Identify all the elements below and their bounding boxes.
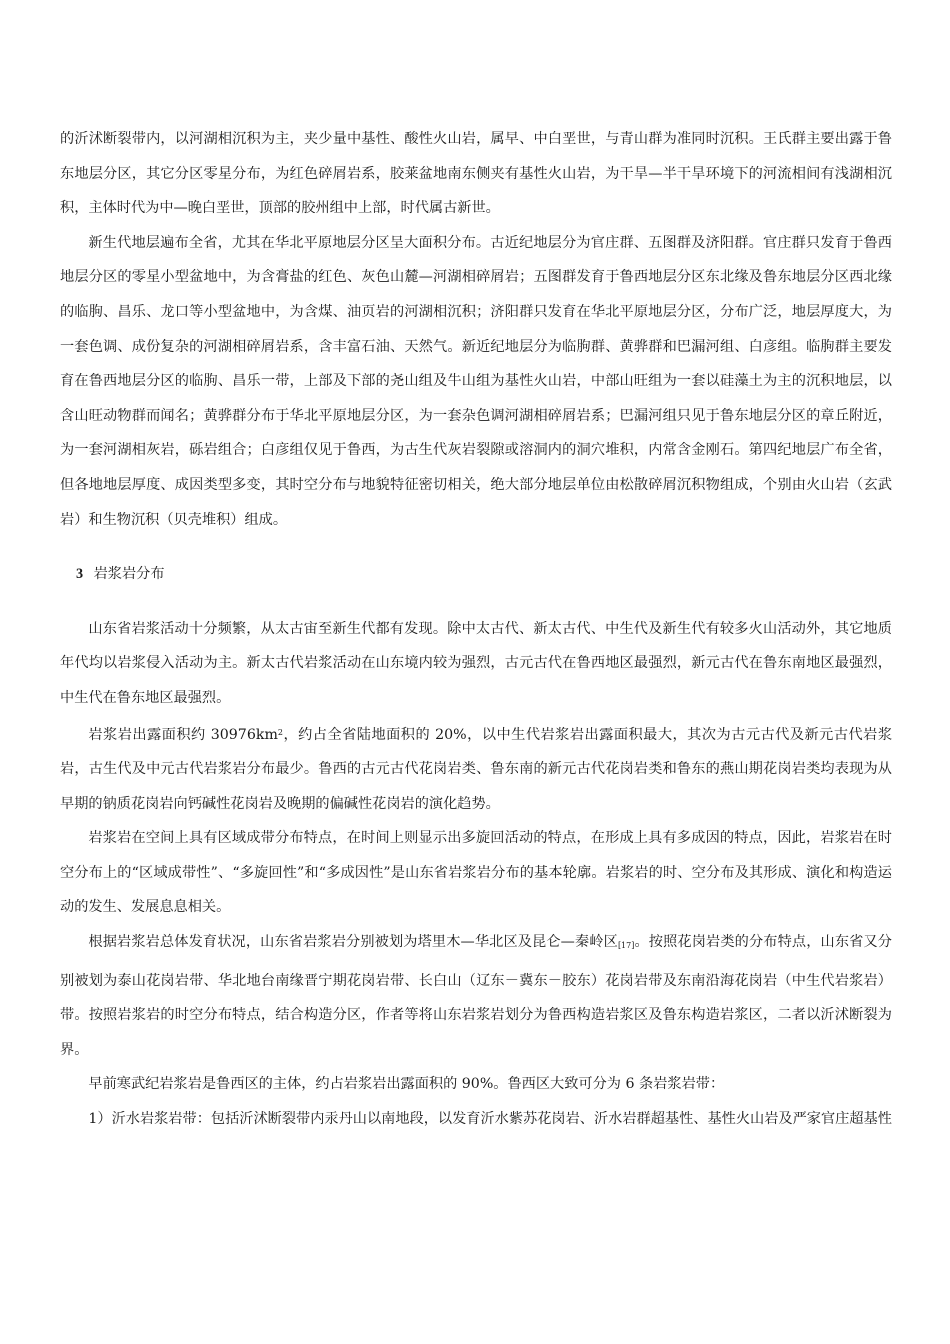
paragraph-cenozoic-strata: 新生代地层遍布全省，尤其在华北平原地层分区呈大面积分布。古近纪地层分为官庄群、五图群及济阳群。官庄群只发育于鲁西地层分区的零星小型盆地中，为含膏盐的红色、灰色山麓—河湖相碎屑岩；五图群发育于鲁西地层分区东北缘及鲁东地层分区西北缘的临朐、昌乐、龙口等小型盆地中，为含煤、油页岩的河湖相沉积；济阳群只发育在华北平原地层分区，分布广泛，地层厚度大，为一套色调、成份复杂的河湖相碎屑岩系，含丰富石油、天然气。新近纪地层分为临朐群、黄骅群和巴漏河组、白彦组。临朐群主要发育在鲁西地层分区的临朐、昌乐一带，上部及下部的尧山组及牛山组为基性火山岩，中部山旺组为一套以硅藻土为主的沉积地层，以含山旺动物群而闻名；黄骅群分布于华北平原地层分区，为一套杂色调河湖相碎屑岩系；巴漏河组只见于鲁东地层分区的章丘附近，为一套河湖相灰岩，砾岩组合；白彦组仅见于鲁西，为古生代灰岩裂隙或溶洞内的洞穴堆积，内常含金刚石。第四纪地层广布全省，但各地地层厚度、成因类型多变，其时空分布与地貌特征密切相关，绝大部分地层单位由松散碎屑沉积物组成，个别由火山岩（玄武岩）和生物沉积（贝壳堆积）组成。 — [60, 234, 892, 528]
paragraph-outcrop-area — [60, 716, 892, 822]
outcrop-area-text-b: ，约占全省陆地面积的 20%，以中生代岩浆岩出露面积最大，其次为古元古代及新元古代岩浆岩，古生代及中元古代岩浆岩分布最少。鲁西的古元古代花岗岩类、鲁东南的新元古代花岗岩类和鲁东的燕山期花岗岩类均表现为从早期的钠质花岗岩向钙碱性花岗岩及晚期的偏碱性花岗岩的演化趋势。 — [60, 726, 893, 812]
division-text-a: 根据岩浆岩总体发育状况，山东省岩浆岩分别被划为塔里木—华北区及昆仑—秦岭区 — [88, 934, 618, 951]
division-text-b: 。按照花岗岩类的分布特点，山东省又分别被划为泰山花岗岩带、华北地台南缘晋宁期花岗岩带、长白山（辽东－冀东－胶东）花岗岩带及东南沿海花岗岩（中生代岩浆岩）带。按照岩浆岩的时空分布特点，结合构造分区，作者等将山东岩浆岩划分为鲁西构造岩浆区及鲁东构造岩浆区，二者以沂沭断裂为界。 — [60, 934, 892, 1058]
paragraph-division — [60, 925, 892, 1067]
document-page — [60, 122, 892, 1137]
paragraph-spatial-temporal: 岩浆岩在空间上具有区域成带分布特点，在时间上则显示出多旋回活动的特点，在形成上具有多成因的特点，因此，岩浆岩在时空分布上的“区域成带性”、“多旋回性”和“多成因性”是山东省岩浆岩分布的基本轮廓。岩浆岩的时、空分布及其形成、演化和构造运动的发生、发展息息相关。 — [60, 830, 892, 916]
area-unit-superscript: 2 — [277, 727, 283, 737]
paragraph-cretaceous-continued: 的沂沭断裂带内，以河湖相沉积为主，夹少量中基性、酸性火山岩，属早、中白垩世，与青山群为准同时沉积。王氏群主要出露于鲁东地层分区，其它分区零星分布，为红色碎屑岩系，胶莱盆地南东侧夹有基性火山岩，为干旱—半干旱环境下的河流相间有浅湖相沉积，主体时代为中—晚白垩世，顶部的胶州组中上部，时代属古新世。 — [60, 131, 892, 217]
paragraph-magmatic-activity: 山东省岩浆活动十分频繁，从太古宙至新生代都有发现。除中太古代、新太古代、中生代及新生代有较多火山活动外，其它地质年代均以岩浆侵入活动为主。新太古代岩浆活动在山东境内较为强烈，古元古代在鲁西地区最强烈，新元古代在鲁东南地区最强烈，中生代在鲁东地区最强烈。 — [60, 620, 892, 706]
section-title: 岩浆岩分布 — [93, 566, 165, 583]
section-number: 3 — [76, 566, 84, 583]
outcrop-area-text-a: 岩浆岩出露面积约 30976km — [88, 726, 278, 743]
paragraph-precambrian: 早前寒武纪岩浆岩是鲁西区的主体，约占岩浆岩出露面积的 90%。鲁西区大致可分为 6 条岩浆岩带： — [88, 1076, 725, 1093]
section-heading — [60, 557, 892, 592]
citation-reference: [17] — [617, 941, 635, 951]
paragraph-yishui-belt: 1）沂水岩浆岩带：包括沂沭断裂带内汞丹山以南地段，以发育沂水紫苏花岗岩、沂水岩群超基性、基性火山岩及严家官庄超基性 — [88, 1111, 892, 1128]
